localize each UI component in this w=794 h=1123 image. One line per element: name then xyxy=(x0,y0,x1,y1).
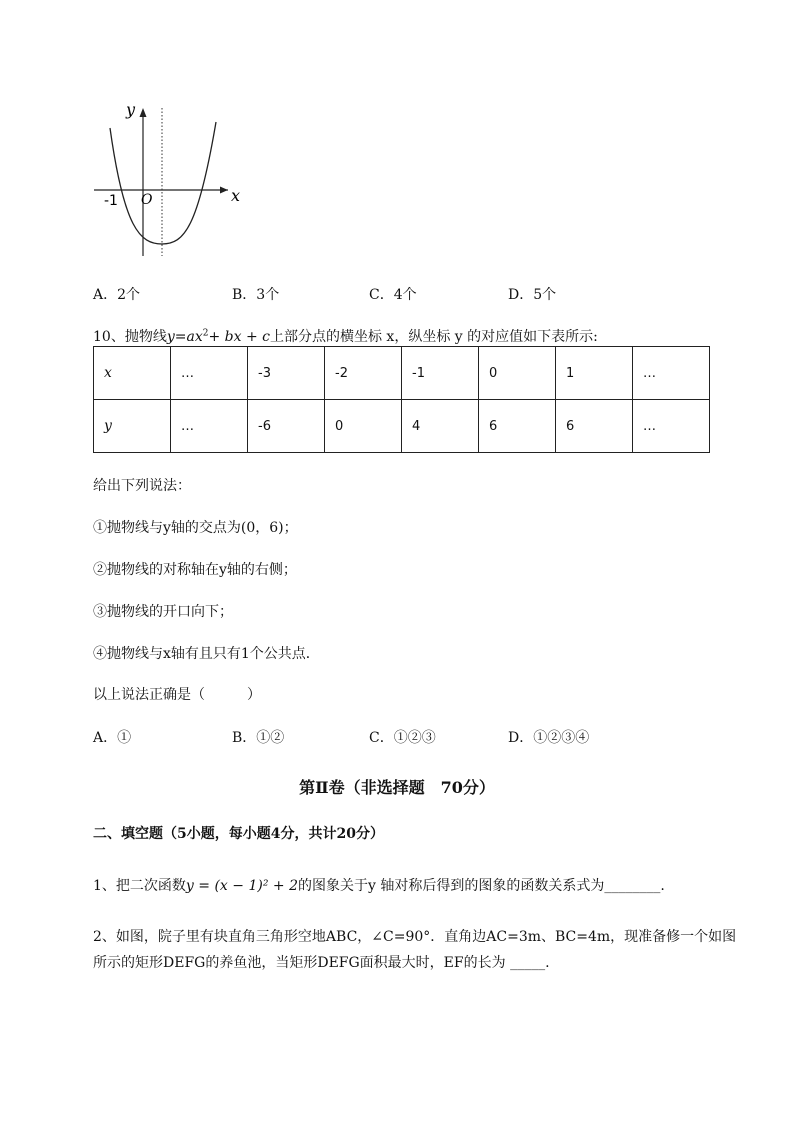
q9-choice-d: D．5个 xyxy=(508,287,557,303)
fill-question-2-line-2: 所示的矩形DEFG的养鱼池，当矩形DEFG面积最大时，EF的长为 _____. xyxy=(93,955,550,971)
fill-question-2-line-1: 2、如图，院子里有块直角三角形空地ABC，∠C=90°．直角边AC=3m、BC=4m，现准备修一个如图 xyxy=(93,929,737,945)
x-axis-label: x xyxy=(231,186,241,205)
q10-choice-c: C．①②③ xyxy=(369,730,436,746)
table-cell: 0 xyxy=(325,400,402,453)
table-cell: 6 xyxy=(479,400,556,453)
statement-2: ②抛物线的对称轴在y轴的右侧； xyxy=(93,562,297,578)
table-cell: 6 xyxy=(556,400,633,453)
x-axis-arrow xyxy=(220,187,228,194)
q9-choice-a: A．2个 xyxy=(93,287,141,303)
table-cell: 0 xyxy=(479,347,556,400)
neg-one-label: -1 xyxy=(104,193,118,209)
statement-1: ①抛物线与y轴的交点为(0，6)； xyxy=(93,520,298,536)
table-cell: -6 xyxy=(248,400,325,453)
table-cell: … xyxy=(633,347,710,400)
statement-4: ④抛物线与x轴有且只有1个公共点． xyxy=(93,646,320,662)
statement-3: ③抛物线的开口向下； xyxy=(93,604,233,620)
table-cell: y xyxy=(94,400,171,453)
fill-heading: 二、填空题（5小题，每小题4分，共计20分） xyxy=(93,826,384,842)
section-title: 第Ⅱ卷（非选择题 70分） xyxy=(299,778,495,797)
y-axis-arrow xyxy=(140,108,147,117)
q10-choice-b: B．①② xyxy=(232,730,285,746)
origin-label: O xyxy=(141,192,153,208)
table-cell: 1 xyxy=(556,347,633,400)
parabola-curve xyxy=(110,122,216,244)
values-table xyxy=(93,346,710,453)
table-cell: -1 xyxy=(402,347,479,400)
table-cell: -3 xyxy=(248,347,325,400)
table-cell: … xyxy=(171,347,248,400)
q9-choice-b: B．3个 xyxy=(232,287,280,303)
table-row-x xyxy=(94,347,710,400)
q10-stem: 10、抛物线$y=ax^2+$ bx + c上部分点的横坐标 x，纵坐标 y 的对应值如下表所示: xyxy=(93,328,598,345)
fill-question-1: 1、把二次函数y = (x − 1)² + 2的图象关于y 轴对称后得到的图象的函数关系式为________. xyxy=(93,878,665,894)
q10-choice-a: A．① xyxy=(93,730,132,746)
table-cell: x xyxy=(94,347,171,400)
table-cell: … xyxy=(171,400,248,453)
q10-question: 以上说法正确是（ ） xyxy=(93,687,261,703)
q10-choice-d: D．①②③④ xyxy=(508,730,590,746)
table-row-y xyxy=(94,400,710,453)
table-cell: … xyxy=(633,400,710,453)
y-axis-label: y xyxy=(126,100,136,119)
q10-intro: 给出下列说法： xyxy=(93,478,191,494)
parabola-graph xyxy=(88,98,258,260)
table-cell: -2 xyxy=(325,347,402,400)
table-cell: 4 xyxy=(402,400,479,453)
formula: y = (x − 1)² + 2 xyxy=(185,878,298,894)
q9-choice-c: C．4个 xyxy=(369,287,417,303)
